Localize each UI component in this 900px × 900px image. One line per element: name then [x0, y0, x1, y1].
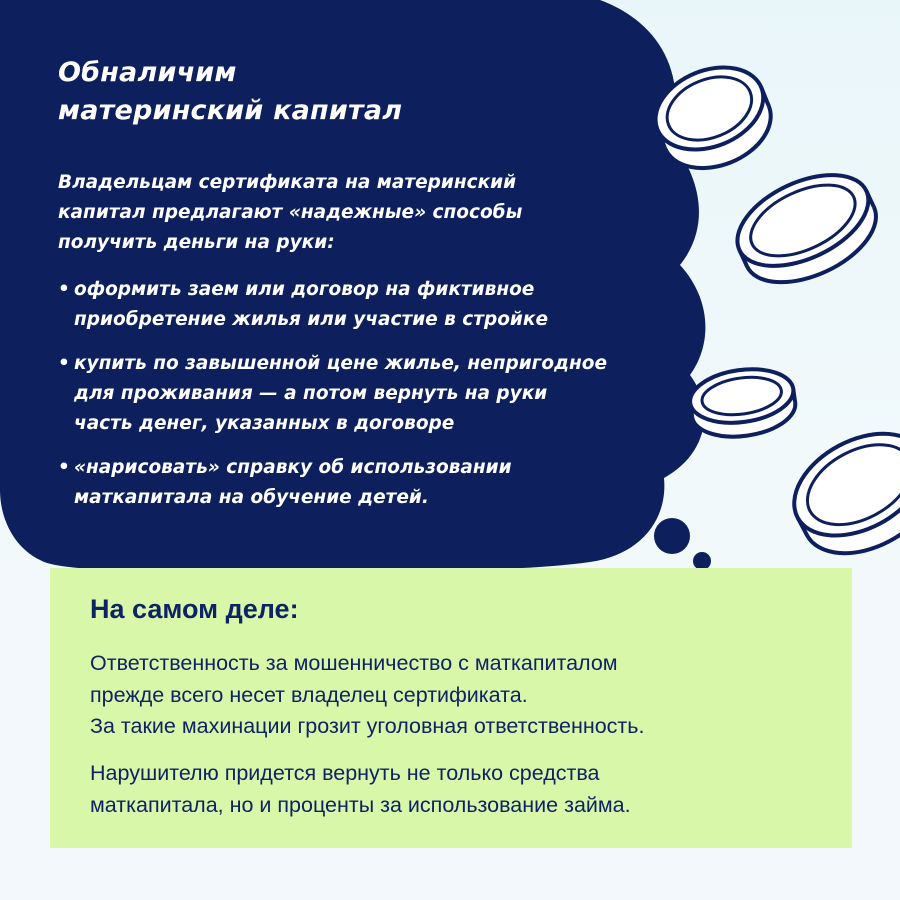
list-item-line: для проживания — а потом вернуть на руки [74, 383, 548, 404]
paragraph-line: маткапитала, но и проценты за использование займа. [90, 792, 631, 817]
paragraph-line: Нарушителю придется вернуть не только средства [90, 761, 600, 785]
coin-icon [687, 363, 799, 443]
reality-paragraph-2 [90, 758, 830, 821]
coin-icon [777, 413, 900, 574]
list-item-line: часть денег, указанных в договоре [74, 413, 455, 434]
cloud-title [58, 54, 618, 130]
list-item-line: купить по завышенной цене жилье, непригодное [74, 353, 608, 374]
paragraph-line: За такие махинации грозит уголовная ответственность. [90, 714, 645, 738]
paragraph-line: Ответственность за мошенничество с маткапиталом [90, 651, 618, 675]
list-item-line: «нарисовать» справку об использовании [74, 457, 512, 478]
reality-box [50, 568, 852, 848]
paragraph-line: прежде всего несет владелец сертификата. [90, 682, 528, 707]
bullet-icon: • [58, 457, 70, 478]
title-line-2: материнский капитал [58, 95, 403, 126]
list-item [58, 275, 698, 335]
list-item [58, 349, 698, 439]
cloud-intro [58, 168, 658, 258]
list-item-line: маткапитала на обучение детей. [74, 487, 429, 508]
list-item-line: приобретение жилья или участие в стройке [74, 309, 548, 330]
bullet-icon: • [58, 279, 70, 300]
title-line-1: Обналичим [58, 57, 237, 88]
reality-paragraph-1 [90, 648, 830, 743]
intro-line-3: получить деньги на руки: [58, 232, 335, 253]
intro-line-1: Владельцам сертификата на материнский [58, 172, 517, 193]
list-item [58, 453, 698, 513]
scheme-list [58, 275, 698, 527]
bullet-icon: • [58, 353, 70, 374]
list-item-line: оформить заем или договор на фиктивное [74, 279, 535, 300]
coin-icon [723, 156, 890, 300]
intro-line-2: капитал предлагают «надежные» способы [58, 202, 523, 223]
reality-title: На самом деле: [90, 594, 299, 624]
